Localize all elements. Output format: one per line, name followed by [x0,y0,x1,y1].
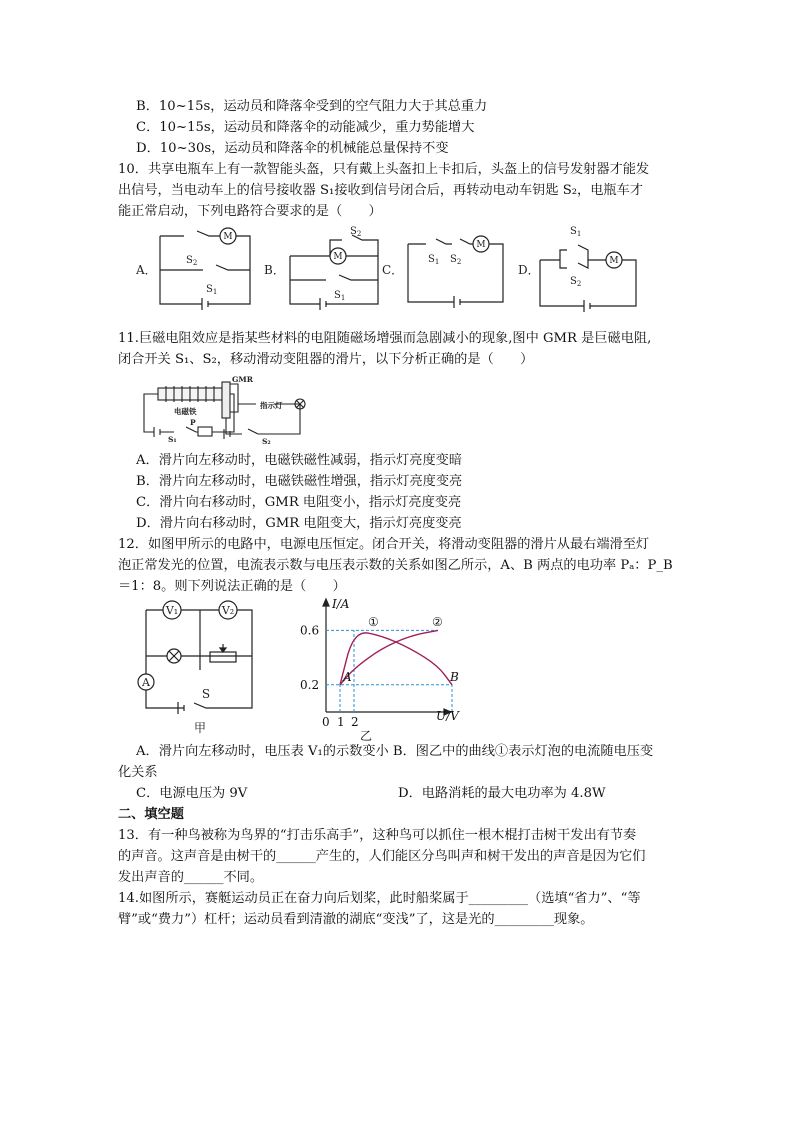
svg-text:M: M [333,252,343,262]
q12-line-3: ＝1：8。则下列说法正确的是（ ） [118,579,346,594]
q10-circuit-options [130,222,650,318]
q12-option-c: C．电源电压为 9V [136,786,248,801]
svg-text:S2: $S_2$ [570,276,582,288]
q11-option-b: B．滑片向左移动时，电磁铁磁性增强，指示灯亮度变亮 [136,474,463,489]
svg-text:S: S [201,687,211,701]
svg-text:M: M [609,256,619,266]
q11-option-a: A．滑片向左移动时，电磁铁磁性减弱，指示灯亮度变暗 [136,453,463,468]
q12-circuit-jia [136,600,266,738]
svg-text:P: P [190,418,196,427]
svg-text:S2: $S_2$ [350,226,362,238]
q11-line-2: 闭合开关 S₁、S₂，移动滑动变阻器的滑片，以下分析正确的是（ ） [118,352,534,367]
q12-option-d: D．电路消耗的最大电功率为 4.8W [398,786,606,801]
ytick-0.6: 0.6 [300,623,320,638]
y-axis-label: I/A [332,597,350,611]
svg-text:S₂: S₂ [262,437,271,446]
q10-line-2: 出信号，当电动车上的信号接收器 S₁接收到信号闭合后，再转动电动车钥匙 S₂，电瓶车才 [118,183,643,198]
xtick-1: 1 [337,715,345,729]
svg-text:V₂: V₂ [221,604,235,617]
curve-label-2: ② [432,615,443,629]
curve-label-1: ① [368,615,379,629]
svg-text:M: M [223,232,233,242]
q11-line-1: 11.巨磁电阻效应是指某些材料的电阻随磁场增强而急剧减小的现象,图中 GMR 是巨磁电阻, [118,331,652,346]
q9-option-c: C．10~15s，运动员和降落伞的动能减少，重力势能增大 [136,120,475,135]
svg-text:GMR: GMR [232,375,253,384]
ytick-0.2: 0.2 [300,677,320,692]
q12-option-ab: A．滑片向左移动时，电压表 V₁的示数变小 B．图乙中的曲线①表示灯泡的电流随电压变 [136,744,654,759]
point-b-label: B [450,669,459,684]
svg-text:S1: $S_1$ [428,254,440,266]
q9-option-b: B．10~15s，运动员和降落伞受到的空气阻力大于其总重力 [136,99,488,114]
q14-line-2: 臂”或“费力”）杠杆；运动员看到清澈的湖底“变浅”了，这是光的_________现象。 [118,912,594,927]
q12-line-1: 12．如图甲所示的电路中，电源电压恒定。闭合开关，将滑动变阻器的滑片从最右端滑至灯 [118,537,650,552]
svg-text:S₁: S₁ [168,435,177,444]
svg-text:A．: A． [136,263,157,277]
svg-text:甲: 甲 [193,721,207,735]
q10-line-1: 10．共享电瓶车上有一款智能头盔，只有戴上头盔扣上卡扣后，头盔上的信号发射器才能发 [118,162,650,177]
x-axis-label: U/V [436,709,459,723]
xtick-2: 2 [351,715,359,729]
q11-gmr-circuit [136,374,314,446]
point-a-label: A [343,669,352,684]
xtick-0: 0 [322,715,330,729]
section-title-fill-blank: 二、填空题 [118,807,184,822]
svg-text:D．: D． [518,263,540,277]
q10-line-3: 能正常启动，下列电路符合要求的是（ ） [118,204,382,219]
svg-text:A: A [142,676,150,689]
svg-text:指示灯: 指示灯 [260,401,283,410]
svg-text:B．: B． [264,263,285,277]
svg-text:S2: $S_2$ [186,255,198,267]
q13-line-3: 发出声音的______不同。 [118,870,264,885]
q12-option-b-cont: 化关系 [118,765,158,780]
svg-text:S1: $S_1$ [334,290,346,302]
q11-option-c: C．滑片向右移动时，GMR 电阻变小，指示灯亮度变亮 [136,495,462,510]
q12-line-2: 泡正常发光的位置，电流表示数与电压表示数的关系如图乙所示，A、B 两点的电功率 Pₐ：P_B [118,558,673,573]
q13-line-2: 的声音。这声音是由树干的______产生的，人们能区分鸟叫声和树干发出的声音是因为它们 [118,849,646,864]
svg-text:电磁铁: 电磁铁 [174,407,197,416]
svg-text:C．: C． [382,263,404,277]
svg-text:M: M [476,240,486,250]
svg-text:S1: $S_1$ [570,226,582,238]
q11-option-d: D．滑片向右移动时，GMR 电阻变大，指示灯亮度变亮 [136,516,462,531]
svg-text:V₁: V₁ [165,604,179,617]
series-1-line [340,633,452,685]
svg-text:S2: $S_2$ [450,254,462,266]
q13-line-1: 13．有一种鸟被称为鸟界的“打击乐高手”，这种鸟可以抓住一根木棍打击树干发出有节奏 [118,828,637,843]
q14-line-1: 14.如图所示，赛艇运动员正在奋力向后划桨，此时船桨属于_________（选填“省力”、“等 [118,891,641,906]
q9-option-d: D．10~30s，运动员和降落伞的机械能总量保持不变 [136,141,449,156]
svg-text:S1: $S_1$ [206,284,218,296]
chart-caption: 乙 [360,729,373,742]
q12-iu-chart [298,596,468,742]
